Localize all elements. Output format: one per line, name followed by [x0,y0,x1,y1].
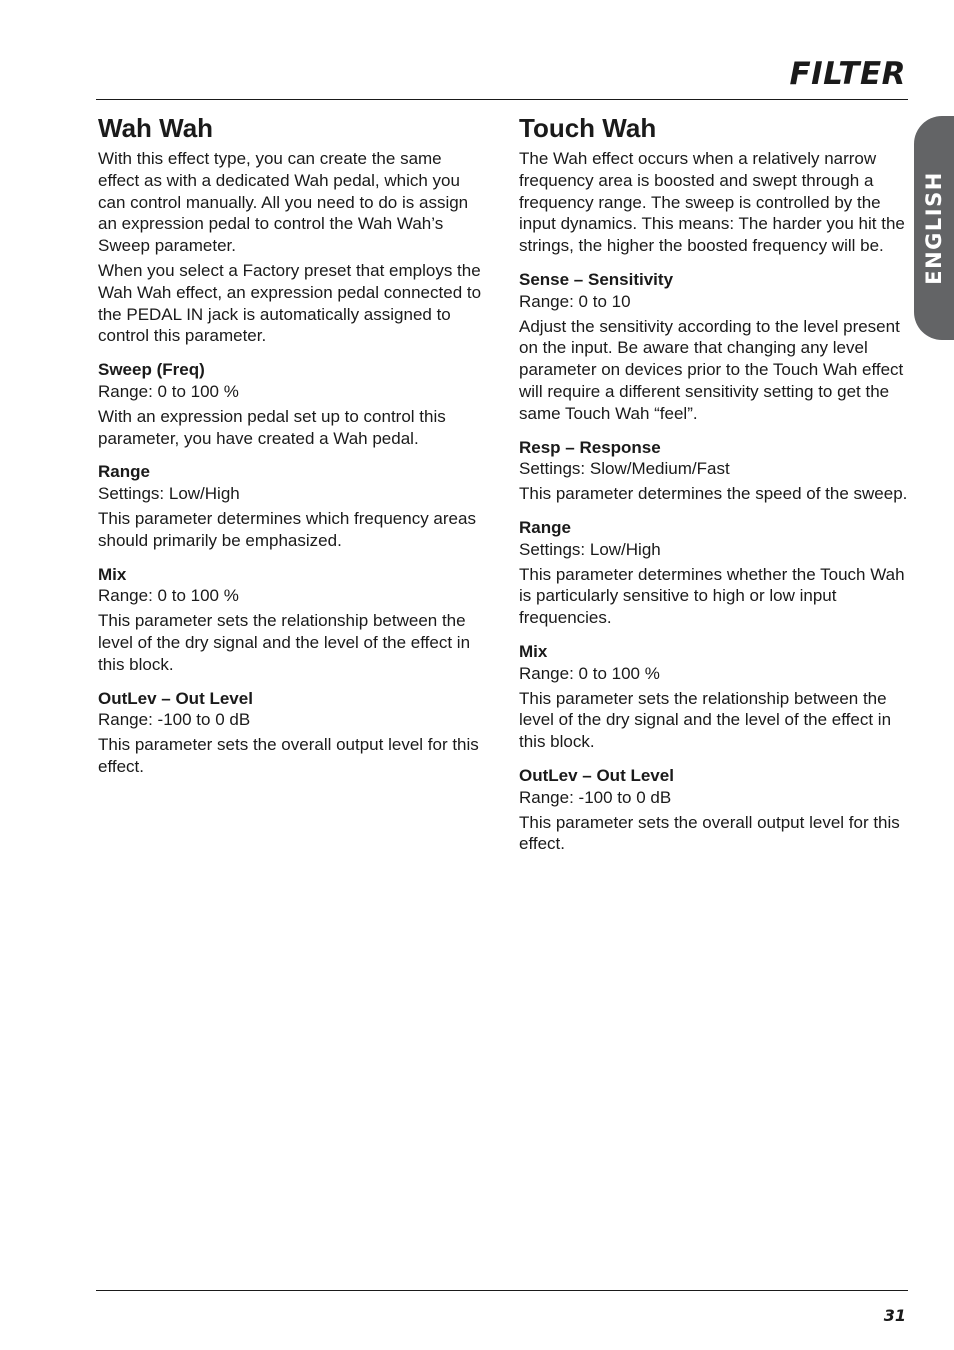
section-title: Wah Wah [98,113,214,143]
intro-paragraph: With this effect type, you can create the same effect as with a dedicated Wah pedal, which you can control manually. All you need to do is assign an expression pedal to control the Wah Wah’s Sweep parameter. [98,149,469,256]
language-tab [914,116,954,340]
section-wah-wah [98,112,484,781]
parameter-name: Sense – Sensitivity [519,269,674,289]
parameter-block [519,641,909,753]
parameter-block [98,688,484,778]
parameter-block [98,461,484,551]
parameter-description: This parameter sets the overall output level for this effect. [98,735,479,776]
parameter-name: Range [519,517,571,537]
parameter-name: Range [98,462,150,482]
parameter-block [519,437,909,505]
parameter-range: Range: -100 to 0 dB [98,710,251,730]
parameter-block [519,269,909,425]
parameter-range: Range: 0 to 100 % [98,381,239,401]
parameter-range: Range: -100 to 0 dB [519,787,672,807]
parameter-name: OutLev – Out Level [98,688,253,708]
parameter-block [519,517,909,629]
parameter-range: Range: 0 to 100 % [519,663,660,683]
parameter-range: Settings: Low/High [98,484,240,504]
parameter-description: This parameter determines whether the Touch Wah is particularly sensitive to high or low input frequencies. [519,564,905,628]
parameter-block [519,765,909,855]
parameter-range: Range: 0 to 100 % [98,586,239,606]
parameter-name: Resp – Response [519,437,661,457]
section-touch-wah [519,112,909,858]
parameter-description: This parameter sets the relationship between the level of the dry signal and the level of the effect in this block. [519,688,892,752]
header-divider [96,99,908,100]
parameter-name: Sweep (Freq) [98,360,205,380]
parameter-description: This parameter sets the relationship between the level of the dry signal and the level of the effect in this block. [98,611,471,674]
parameter-description: This parameter sets the overall output level for this effect. [519,812,900,854]
parameter-block [98,359,484,449]
footer-divider [96,1290,908,1291]
parameter-range: Range: 0 to 10 [519,291,631,311]
parameter-block [98,564,484,676]
page-number: 31 [883,1306,906,1325]
parameter-range: Settings: Low/High [519,539,661,559]
page-title: FILTER [789,56,906,92]
intro-paragraph: The Wah effect occurs when a relatively narrow frequency area is boosted and swept through a frequency range. The sweep is controlled by the input dynamics. This means: The harder you hit the strings, the higher the boosted frequency will be. [519,149,905,256]
parameter-description: With an expression pedal set up to control this parameter, you have created a Wah pedal. [98,406,446,448]
parameter-name: Mix [519,641,548,661]
language-tab-label: ENGLISH [922,171,946,285]
parameter-name: OutLev – Out Level [519,765,674,785]
section-title: Touch Wah [519,113,657,143]
intro-paragraph: When you select a Factory preset that employs the Wah Wah effect, an expression pedal connected to the PEDAL IN jack is automatically assigned to control this parameter. [98,260,482,346]
parameter-description: This parameter determines which frequency areas should primarily be emphasized. [98,508,476,550]
parameter-description: This parameter determines the speed of the sweep. [519,484,908,504]
parameter-description: Adjust the sensitivity according to the level present on the input. Be aware that changing any level parameter on devices prior to the Touch Wah effect will require a different sensitivity setting to get the same Touch Wah “feel”. [519,316,904,423]
parameter-name: Mix [98,564,127,584]
parameter-range: Settings: Slow/Medium/Fast [519,459,730,479]
